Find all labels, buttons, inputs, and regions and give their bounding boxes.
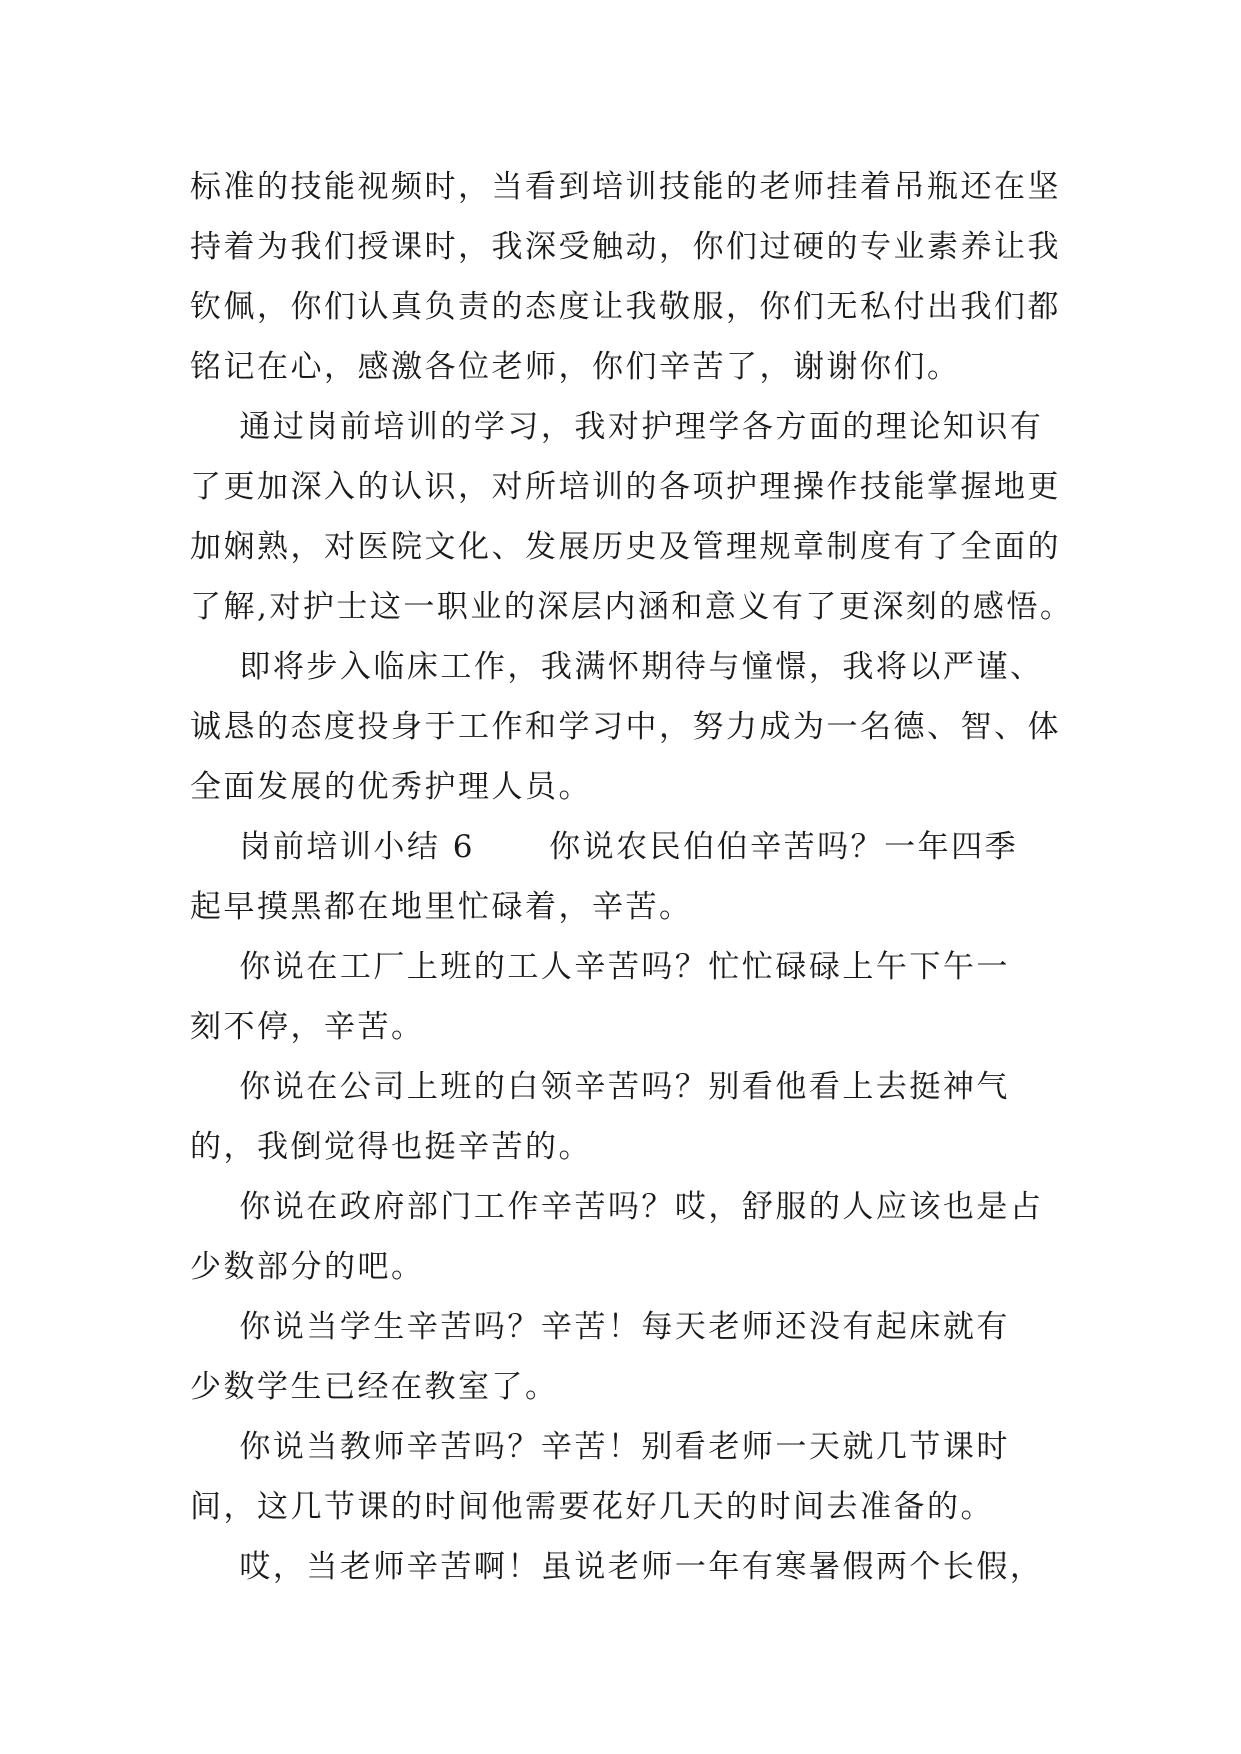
- text-line: 你说在公司上班的白领辛苦吗？别看他看上去挺神气: [190, 1069, 1010, 1105]
- text-line: 标准的技能视频时，当看到培训技能的老师挂着吊瓶还在坚: [190, 169, 1061, 205]
- text-line: 起早摸黑都在地里忙碌着，辛苦。: [190, 889, 693, 925]
- document-body: [190, 157, 1090, 1597]
- text-line: 了解,对护士这一职业的深层内涵和意义有了更深刻的感悟。: [190, 589, 1074, 625]
- text-line: 铭记在心，感激各位老师，你们辛苦了，谢谢你们。: [190, 349, 961, 385]
- text-line: 即将步入临床工作，我满怀期待与憧憬，我将以严谨、: [190, 649, 1044, 685]
- text-line: 通过岗前培训的学习，我对护理学各方面的理论知识有: [190, 409, 1044, 445]
- text-line: 岗前培训小结 6 你说农民伯伯辛苦吗？一年四季: [190, 829, 1019, 865]
- text-line: 钦佩，你们认真负责的态度让我敬服，你们无私付出我们都: [190, 289, 1061, 325]
- text-line: 持着为我们授课时，我深受触动，你们过硬的专业素养让我: [190, 229, 1061, 265]
- text-line: 全面发展的优秀护理人员。: [190, 769, 592, 805]
- text-line: 诚恳的态度投身于工作和学习中，努力成为一名德、智、体: [190, 709, 1061, 745]
- text-line: 少数学生已经在教室了。: [190, 1369, 559, 1405]
- text-line: 刻不停，辛苦。: [190, 1009, 425, 1045]
- text-line: 了更加深入的认识，对所培训的各项护理操作技能掌握地更: [190, 469, 1061, 505]
- text-line: 间，这几节课的时间他需要花好几天的时间去准备的。: [190, 1489, 994, 1525]
- text-line: 你说当学生辛苦吗？辛苦！每天老师还没有起床就有: [190, 1309, 1010, 1345]
- text-line: 的，我倒觉得也挺辛苦的。: [190, 1129, 592, 1165]
- text-line: 你说在政府部门工作辛苦吗？哎，舒服的人应该也是占: [190, 1189, 1044, 1225]
- text-line: 加娴熟，对医院文化、发展历史及管理规章制度有了全面的: [190, 529, 1061, 565]
- text-line: 你说当教师辛苦吗？辛苦！别看老师一天就几节课时: [190, 1429, 1010, 1465]
- text-line: 哎，当老师辛苦啊！虽说老师一年有寒暑假两个长假，: [190, 1549, 1044, 1585]
- text-line: 少数部分的吧。: [190, 1249, 425, 1285]
- text-line: 你说在工厂上班的工人辛苦吗？忙忙碌碌上午下午一: [190, 949, 1010, 985]
